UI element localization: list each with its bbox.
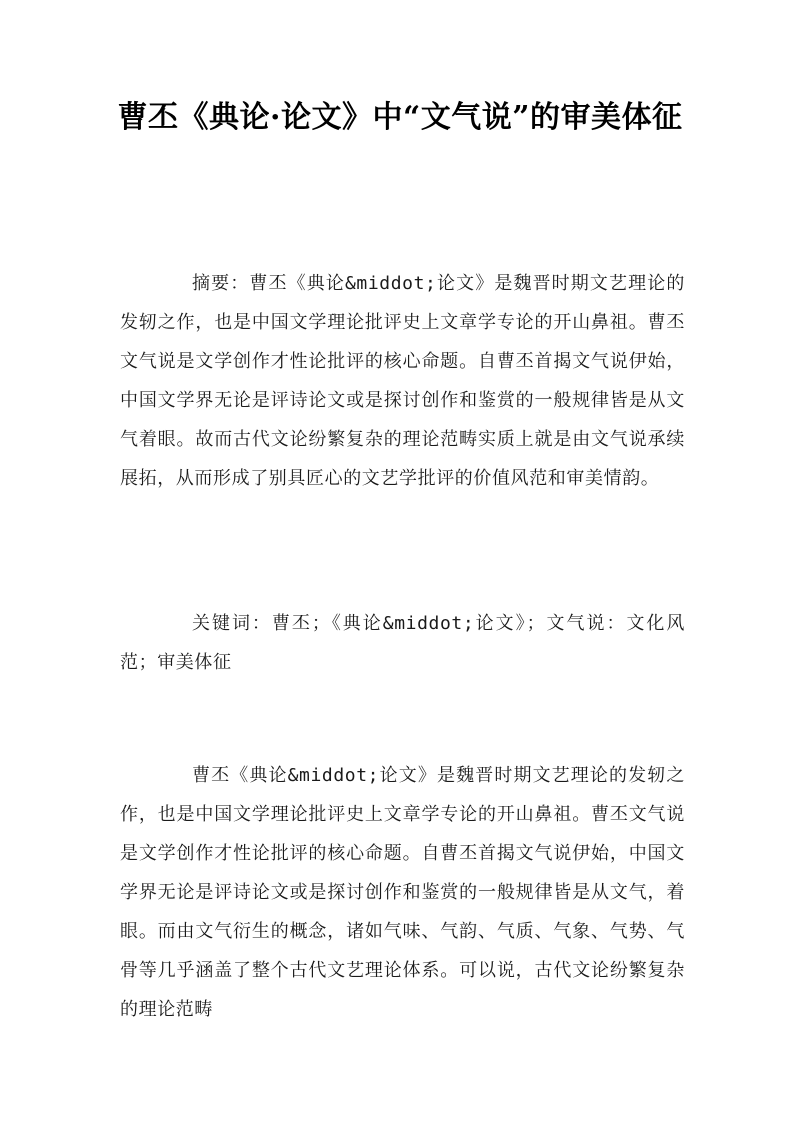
document-title: 曹丕《典论·论文》中“文气说”的审美体征 [117,100,683,135]
keywords-paragraph: 关键词：曹丕；《典论&middot;论文》；文气说：文化风范；审美体征 [120,613,685,673]
abstract-paragraph: 摘要：曹丕《典论&middot;论文》是魏晋时期文艺理论的发轫之作，也是中国文学理论批评史上文章学专论的开山鼻祖。曹丕文气说是文学创作才性论批评的核心命题。自曹丕首揭文气说伊始，中国文学界无论是评诗论文或是探讨创作和鉴赏的一般规律皆是从文气着眼。故而古代文论纷繁复杂的理论范畴实质上就是由文气说承续展拓，从而形成了别具匠心的文艺学批评的价值风范和审美情韵。 [120,273,685,489]
body-paragraph: 曹丕《典论&middot;论文》是魏晋时期文艺理论的发轫之作，也是中国文学理论批评史上文章学专论的开山鼻祖。曹丕文气说是文学创作才性论批评的核心命题。自曹丕首揭文气说伊始，中国文学界无论是评诗论文或是探讨创作和鉴赏的一般规律皆是从文气，着眼。而由文气衍生的概念，诸如气味、气韵、气质、气象、气势、气骨等几乎涵盖了整个古代文艺理论体系。可以说，古代文论纷繁复杂的理论范畴 [120,765,685,1020]
